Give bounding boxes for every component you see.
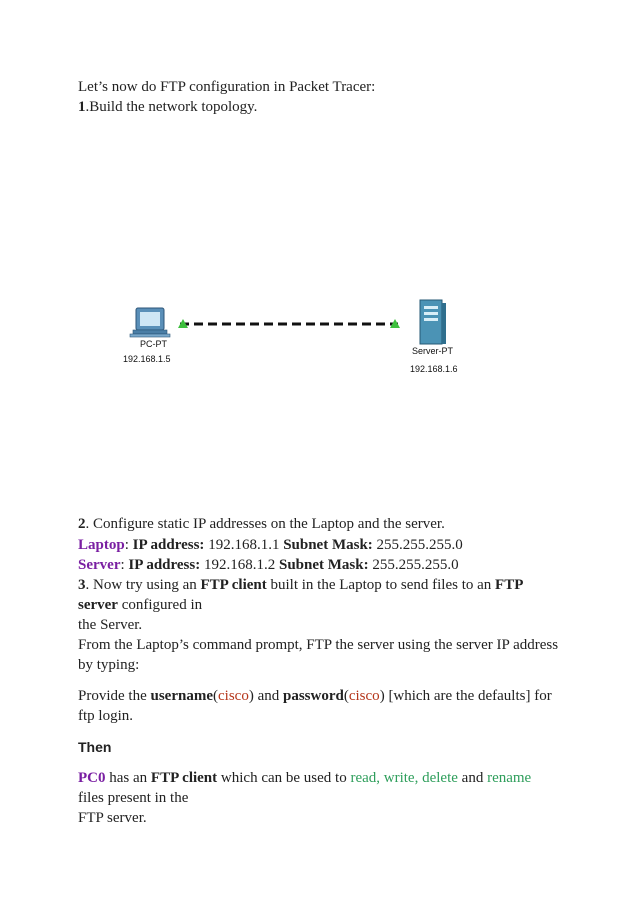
laptop-sep: : (124, 537, 133, 553)
laptop-name: Laptop (78, 537, 125, 553)
provide-password-label: password (283, 688, 344, 704)
provide-text-1: Provide the (78, 688, 151, 704)
then-text: Then (78, 739, 112, 755)
pc0-text-2: which can be used to (217, 770, 351, 786)
laptop-mask-value: 255.255.255.0 (372, 537, 463, 553)
step3-text-4: the Server. (78, 617, 143, 633)
from-laptop-text-1: From the Laptop’s command prompt, FTP the server using the server IP address (78, 637, 559, 653)
pc0-name: PC0 (78, 770, 106, 786)
server-label: Server-PT (412, 346, 454, 356)
provide-paren-4: ) (379, 688, 385, 704)
step3-text-1: . Now try using an (85, 577, 201, 593)
network-topology (100, 295, 460, 385)
pc0-text-3: and (457, 770, 488, 786)
provide-text-2: and (253, 688, 283, 704)
provide-text-3: [which are the defaults] for (384, 688, 552, 704)
provide-line-2 (78, 707, 133, 725)
pc0-line-3 (78, 809, 147, 827)
step1-number: 1 (78, 99, 86, 115)
server-ip-label: 192.168.1.6 (410, 364, 458, 374)
laptop-config-line (78, 536, 463, 554)
intro-text: Let’s now do FTP configuration in Packet Tracer: (78, 79, 376, 95)
server-name: Server (78, 557, 121, 573)
step3-bold-ftp: FTP (495, 577, 524, 593)
laptop-ip-value: 192.168.1.1 (204, 537, 284, 553)
step1-line (78, 98, 257, 116)
laptop-ip-label: IP address: (132, 537, 205, 553)
pc0-text-5: FTP server. (78, 810, 147, 826)
step3-text-3: configured in (117, 597, 203, 613)
pc0-green-rename: rename (487, 770, 532, 786)
pc0-text-1: has an (105, 770, 151, 786)
provide-paren-3: ( (343, 688, 349, 704)
step3-number: 3 (78, 577, 86, 593)
pc0-line-2 (78, 789, 188, 807)
server-mask-label: Subnet Mask: (278, 557, 369, 573)
server-ip-value: 192.168.1.2 (200, 557, 279, 573)
server-config-line (78, 556, 459, 574)
provide-username-value: cisco (218, 688, 249, 704)
pc-icon (130, 308, 170, 337)
step3-bold-ftp-client: FTP client (200, 577, 267, 593)
pc0-line-1 (78, 769, 531, 787)
step3-bold-server: server (78, 597, 118, 613)
step3-line-2 (78, 596, 202, 614)
step2-line (78, 515, 445, 533)
step2-number: 2 (78, 516, 86, 532)
provide-paren-1: ( (213, 688, 218, 704)
provide-password-value: cisco (348, 688, 380, 704)
provide-line-1 (78, 687, 552, 705)
from-laptop-line-1 (78, 636, 558, 654)
step3-text-2: built in the Laptop to send files to an (266, 577, 496, 593)
server-ip-label: IP address: (128, 557, 201, 573)
server-icon (420, 300, 446, 344)
provide-username-label: username (150, 688, 213, 704)
intro-line (78, 78, 375, 96)
server-sep: : (120, 557, 129, 573)
pc-label: PC-PT (140, 339, 167, 349)
from-laptop-line-2 (78, 656, 139, 674)
laptop-mask-label: Subnet Mask: (283, 537, 373, 553)
step3-line-1 (78, 576, 523, 594)
step3-line-3 (78, 616, 142, 634)
then-heading (78, 738, 111, 756)
step1-text: .Build the network topology. (85, 99, 258, 115)
server-mask-value: 255.255.255.0 (368, 557, 459, 573)
provide-text-4: ftp login. (78, 708, 133, 724)
pc0-text-4: files present in the (78, 790, 189, 806)
pc0-green-operations: read, write, delete (350, 770, 458, 786)
provide-paren-2: ) (248, 688, 254, 704)
step2-text: . Configure static IP addresses on the Laptop and the server. (85, 516, 445, 532)
from-laptop-text-2: by typing: (78, 657, 140, 673)
pc0-bold-ftp-client: FTP client (150, 770, 218, 786)
pc-ip-label: 192.168.1.5 (123, 354, 171, 364)
